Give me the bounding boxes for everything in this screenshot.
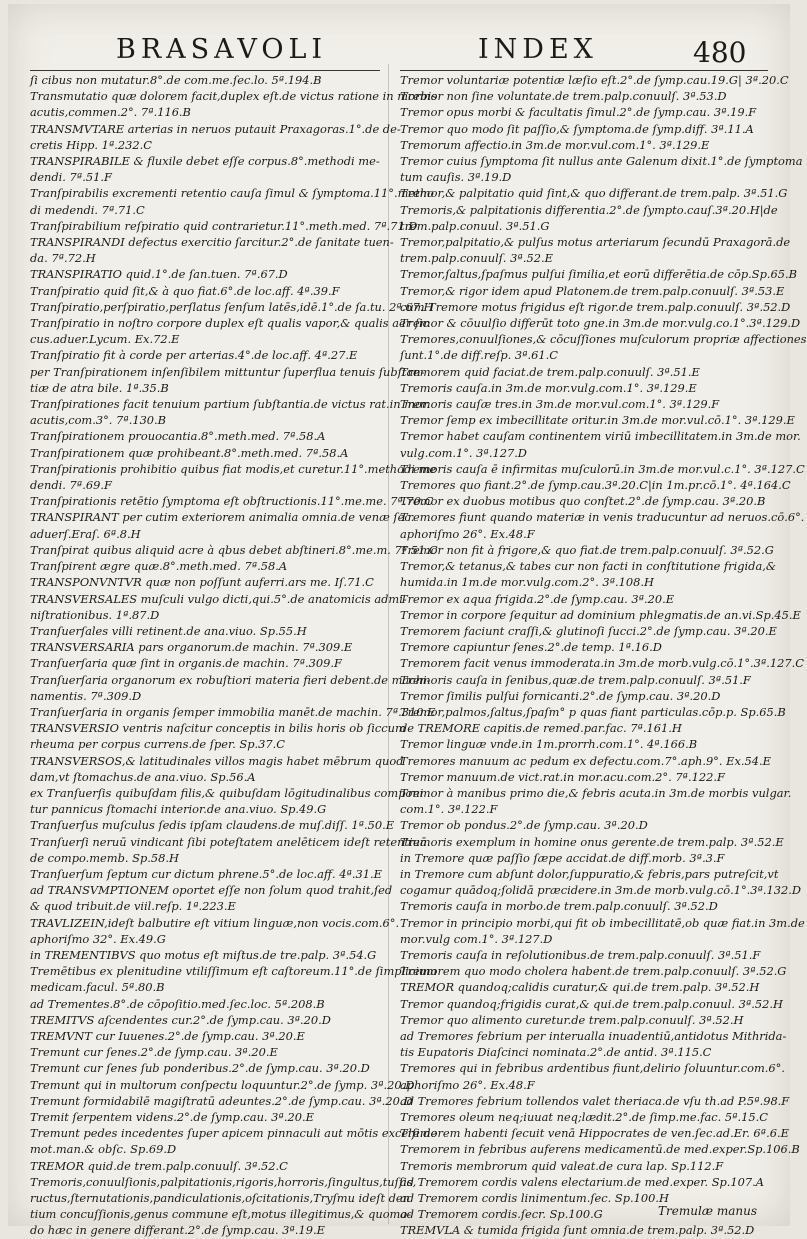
index-entry-line: TREMVLA & tumida frigida ſunt omnia.de trem.palp. 3ª.52.D	[400, 1223, 755, 1238]
index-entry-line: Tremit ſerpentem videns.2°.de ſymp.cau. 3ª.20.E	[30, 1110, 314, 1124]
index-entry-line: Tremor ob pondus.2°.de ſymp.cau. 3ª.20.D	[400, 818, 648, 833]
index-entry-line: tur pannicus ſtomachi interior.de ana.viuo. Sp.49.G	[30, 802, 327, 817]
index-entry-line: TRANSVERSOS,& latitudinales villos magis habet mēbrum quod	[30, 753, 404, 768]
index-entry-line: dam,vt ſtomachus.de ana.viuo. Sp.56.A	[30, 769, 256, 784]
index-entry-line: niſtrationibus. 1ª.87.D	[30, 607, 160, 622]
index-entry-line: Tremunt cur ſenes ſub ponderibus.2°.de ſymp.cau. 3ª.20.D	[30, 1061, 370, 1076]
index-entry-line: per Tranſpirationem inſenſibilem mittuntur ſuperflua tenuis ſubſtan-	[30, 364, 425, 379]
index-entry-line: da. 7ª.72.H	[30, 251, 96, 266]
index-entry-line: trem.palp.conuulſ. 3ª.52.E	[400, 251, 553, 266]
index-entry-line: TRANSVERSARIA pars organorum.de machin. 7ª.309.E	[30, 640, 353, 655]
index-entry-line: Tremoris cauſæ tres.in 3m.de mor.vul.com.1°. 3ª.129.F	[400, 397, 720, 412]
index-entry-line: Tremores fiunt quando materiæ in venis traducuntur ad neruos.cō.6°.	[400, 510, 805, 525]
index-entry-line: Tremores qui in febribus ardentibus fiunt,delirio ſoluuntur.com.6°.	[400, 1061, 785, 1076]
index-entry-line: aphoriſmo 26°. Ex.48.F	[400, 526, 535, 541]
index-entry-line: Tremor opus morbi & facultatis ſimul.2°.de ſymp.cau. 3ª.19.F	[400, 105, 757, 120]
index-entry-line: Tranſpiratio fit à corde per arterias.4°.de loc.aff. 4ª.27.E	[30, 348, 358, 363]
index-entry-line: aduerſ.Eraſ. 6ª.8.H	[30, 526, 141, 541]
index-entry-line: Tranſpirabilium reſpiratio quid contrarietur.11°.meth.med. 7ª.71.D	[30, 218, 418, 233]
index-entry-line: trem.palp.conuul. 3ª.51.G	[400, 218, 550, 233]
index-entry-line: Tranſpirationem quæ prohibeant.8°.meth.med. 7ª.58.A	[30, 445, 349, 460]
index-entry-line: TRANSPIRANT per cutim exteriorem animalia omnia.de venæ ſec.	[30, 510, 415, 525]
index-entry-line: Tranſuerſales villi retinent.de ana.viuo. Sp.55.H	[30, 623, 307, 638]
index-entry-line: Tremoris,conuulſionis,palpitationis,rigoris,horroris,ſingultus,tuſſis,	[30, 1174, 417, 1189]
index-entry-line: Tranſuerſum ſeptum cur dictum phrene.5°.de loc.aff. 4ª.31.E	[30, 866, 382, 881]
header-rule-right	[400, 70, 768, 71]
index-page	[8, 4, 807, 1238]
index-entry-line: acutis,commen.2°. 7ª.116.B	[30, 105, 191, 120]
index-entry-line: Tremor quo modo ſit paſſio,& ſymptoma.de ſymp.diff. 3ª.11.A	[400, 121, 754, 136]
catchword: Tremulæ manus	[658, 1204, 758, 1218]
index-entry-line: TREMOR quid.de trem.palp.conuulſ. 3ª.52.C	[30, 1158, 288, 1173]
index-entry-line: Tremor quandoq;frigidis curat,& qui.de trem.palp.conuul. 3ª.52.H	[400, 996, 783, 1011]
running-head-left: BRASAVOLI	[116, 34, 328, 65]
index-entry-line: Tremor,ſaltus,ſpaſmus pulſui ſimilia,et eorū differētia.de cōp.Sp.65.B	[400, 267, 797, 282]
index-entry-line: Tranſpiratio,perſpiratio,perſlatus ſenſum latēs,idē.1°.de ſa.tu. 2ª.67.H	[30, 299, 434, 314]
index-entry-line: Tremor,palmos,ſaltus,ſpaſm° p quas fiant particulas.cōp.p. Sp.65.B	[400, 704, 786, 719]
index-entry-line: tis Eupatoris Diaſcinci nominata.2°.de antid. 3ª.115.C	[400, 1045, 712, 1060]
index-entry-line: tium concuſſionis,genus commune eſt,motus illegitimus,& quomo-	[30, 1207, 412, 1222]
index-entry-line: Tremor linguæ vnde.in 1m.prorrh.com.1°. 4ª.166.B	[400, 737, 698, 752]
index-entry-line: Tremunt formidabilē magiſtratū adeuntes.2°.de ſymp.cau. 3ª.20.D	[30, 1093, 413, 1108]
index-entry-line: TRANSVERSALES muſculi vulgo dicti,qui.5°.de anatomicis admi-	[30, 591, 407, 606]
index-entry-line: humida.in 1m.de mor.vulg.com.2°. 3ª.108.H	[400, 575, 654, 590]
index-entry-line: Tremor ex duobus motibus quo conſtet.2°.de ſymp.cau. 3ª.20.B	[400, 494, 766, 509]
index-entry-line: Tremores manuum ac pedum ex defectu.com.7°.aph.9°. Ex.54.E	[400, 753, 771, 768]
index-entry-line: Tremunt pedes incedentes ſuper apicem pinnaculi aut mōtis excelſi.de	[30, 1126, 438, 1141]
index-entry-line: Tremor voluntariæ potentiæ læſio eſt.2°.de ſymp.cau.19.G| 3ª.20.C	[400, 73, 789, 87]
index-entry-line: Tremoris,& palpitationis differentia.2°.de ſympto.cauſ.3ª.20.H|de	[400, 202, 778, 217]
index-entry-line: Tremorum affectio.in 3m.de mor.vul.com.1°. 3ª.129.E	[400, 137, 710, 152]
index-entry-line: Tranſpirationem prouocantia.8°.meth.med. 7ª.58.A	[30, 429, 326, 444]
page-number: 480	[693, 36, 747, 69]
index-entry-line: Tremorem habenti ſecuit venā Hippocrates de ven.ſec.ad.Er. 6ª.6.E	[400, 1126, 789, 1141]
index-entry-line: Tremor non fit à frigore,& quo fiat.de trem.palp.conuulſ. 3ª.52.G	[400, 542, 774, 557]
index-entry-line: Tremoris membrorum quid valeat.de cura lap. Sp.112.F	[400, 1158, 724, 1173]
index-entry-line: cum Tremore motus frigidus eſt rigor.de trem.palp.conuulſ. 3ª.52.D	[400, 299, 791, 314]
index-entry-line: Tremoris cauſa ē infirmitas muſculorū.in 3m.de mor.vul.c.1°. 3ª.127.C	[400, 461, 805, 476]
index-entry-line: TRANSPIRATIO quid.1°.de ſan.tuen. 7ª.67.D	[30, 267, 288, 282]
index-entry-line: TRANSMVTARE arterias in neruos putauit Praxagoras.1°.de de-	[30, 121, 401, 136]
index-entry-line: Tranſpiratio in noſtro corpore duplex eſt qualis vapor,& qualis aer ſic	[30, 316, 430, 331]
index-entry-line: Tremunt qui in multorum conſpectu loquuntur.2°.de ſymp. 3ª.20.D	[30, 1077, 415, 1092]
index-entry-line: Tremores quo fiant.2°.de ſymp.cau.3ª.20.C|in 1m.pr.cō.1°. 4ª.164.C	[400, 478, 791, 493]
index-entry-line: TRANSPIRANDI defectus exercitio ſarcitur.2°.de ſanitate tuen-	[30, 235, 394, 250]
index-entry-line: Tremoris cauſa in reſolutionibus.de trem.palp.conuulſ. 3ª.51.F	[400, 947, 761, 962]
index-entry-line: Tremor ſimilis pulſui fornicanti.2°.de ſymp.cau. 3ª.20.D	[400, 688, 721, 703]
index-entry-line: in Tremore quæ paſſio ſæpe accidat.de diff.morb. 3ª.3.F	[400, 850, 725, 865]
index-entry-line: Tranſuerſus muſculus ſedis ipſam claudens.de muſ.diſſ. 1ª.50.E	[30, 818, 395, 833]
index-entry-line: TRANSVERSIO ventris naſcitur conceptis in bilis horis ob ſiccum	[30, 721, 406, 736]
index-entry-line: Tranſuerſaria quæ ſint in organis.de machin. 7ª.309.F	[30, 656, 342, 671]
index-entry-line: tiæ de atra bile. 1ª.35.B	[30, 380, 169, 395]
index-entry-line: Tremorem quid faciat.de trem.palp.conuulſ. 3ª.51.E	[400, 364, 700, 379]
left-column	[30, 72, 438, 1238]
index-entry-line: ex Tranſuerſis quibuſdam filis,& quibuſdam lōgitudinalibus componi	[30, 785, 424, 800]
index-entry-line: di medendi. 7ª.71.C	[30, 202, 145, 217]
index-entry-line: ad TRANSVMPTIONEM oportet eſſe non ſolum quod trahit,ſed	[30, 883, 393, 898]
index-entry-line: Tremorem in febribus auferens medicamentū.de med.exper.Sp.106.B	[400, 1142, 800, 1157]
index-entry-line: Tranſpirationes facit tenuium partium ſubſtantia.de victus rat.in mor.	[30, 397, 430, 412]
index-entry-line: Tremor ſemp ex imbecillitate oritur.in 3m.de mor.vul.cō.1°. 3ª.129.E	[400, 413, 795, 428]
index-entry-line: ſunt.1°.de diff.reſp. 3ª.61.C	[400, 348, 558, 363]
index-entry-line: medicam.facul. 5ª.80.B	[30, 980, 165, 995]
index-entry-line: Tremor cuius ſymptoma ſit nullus ante Galenum dixit.1°.de ſymptoma	[400, 154, 803, 169]
index-entry-line: acutis,com.3°. 7ª.130.B	[30, 413, 167, 428]
index-entry-line: TRAVLIZEIN,ideſt balbutire eſt vitium linguæ,non vocis.com.6°.	[30, 915, 400, 930]
index-entry-line: ad Trementes.8°.de cōpoſitio.med.ſec.loc. 5ª.208.B	[30, 996, 325, 1011]
index-entry-line: Tremor quo alimento curetur.de trem.palp.conuulſ. 3ª.52.H	[400, 1012, 744, 1027]
index-entry-line: Tremorem faciunt craſſi,& glutinoſi ſucci.2°.de ſymp.cau. 3ª.20.E	[400, 623, 777, 638]
index-entry-line: Tranſpirationis retētio ſymptoma eſt obſtructionis.11°.me.me. 7ª.70.C	[30, 494, 434, 509]
right-column	[400, 72, 807, 1238]
index-entry-line: do hæc in genere differant.2°.de ſymp.cau. 3ª.19.E	[30, 1223, 325, 1238]
index-entry-line: Tremor,& palpitatio quid ſint,& quo differant.de trem.palp. 3ª.51.G	[400, 186, 788, 201]
index-entry-line: namentis. 7ª.309.D	[30, 688, 142, 703]
index-entry-line: in TREMENTIBVS quo motus eſt miſtus.de tre.palp. 3ª.54.G	[30, 947, 377, 962]
index-entry-line: in Tremore cum abſunt dolor,ſuppuratio,& febris,pars putreſcit,vt	[400, 866, 779, 881]
running-head-center: INDEX	[478, 34, 598, 65]
index-entry-line: Tremor,& rigor idem apud Platonem.de trem.palp.conuulſ. 3ª.53.E	[400, 283, 785, 298]
index-entry-line: Tremētibus ex plenitudine vtiliſſimum eſt caſtoreum.11°.de ſimplicium	[30, 964, 437, 979]
index-entry-line: aphoriſmo 26°. Ex.48.F	[400, 1077, 535, 1092]
index-entry-line: Tremor in principio morbi,qui fit ob imbecillitatē,ob quæ fiat.in 3m.de	[400, 915, 805, 930]
index-entry-line: cus.aduer.Lycum. Ex.72.E	[30, 332, 180, 347]
index-entry-line: ad Tremores febrium tollendos valet theriaca.de vſu th.ad P.5ª.98.F	[400, 1093, 790, 1108]
index-entry-line: TRANSPONVNTVR quæ non poſſunt auferri.ars me. Iſ.71.C	[30, 575, 374, 590]
index-entry-line: rheuma per corpus currens.de ſper. Sp.37.C	[30, 737, 285, 752]
index-entry-line: Tremunt cur ſenes.2°.de ſymp.cau. 3ª.20.E	[30, 1045, 278, 1060]
header-rule-left	[30, 70, 380, 71]
index-entry-line: Transmutatio quæ dolorem facit,duplex eſt.de victus ratione in morbis	[30, 89, 438, 104]
index-entry-line: Tremor,& tetanus,& tabes cur non facti in conſtitutione frigida,&	[400, 559, 777, 574]
index-entry-line: cogamur quādoq;ſolidā præcidere.in 3m.de morb.vulg.cō.1°.3ª.132.D	[400, 883, 802, 898]
index-entry-line: mor.vulg com.1°. 3ª.127.D	[400, 931, 553, 946]
index-entry-line: Tranſpiratio quid ſit,& à quo fiat.6°.de loc.aff. 4ª.39.F	[30, 283, 340, 298]
index-entry-line: com.1°. 3ª.122.F	[400, 802, 498, 817]
index-entry-line: Tremor & cōuulſio differūt toto gne.in 3m.de mor.vulg.co.1°.3ª.129.D	[400, 316, 801, 331]
index-entry-line: Tremor non ſine voluntate.de trem.palp.conuulſ. 3ª.53.D	[400, 89, 727, 104]
index-entry-line: Tranſuerſaria in organis ſemper immobilia manēt.de machin. 7ª.310.E	[30, 704, 436, 719]
index-entry-line: Tranſpirationis prohibitio quibus fiat modis,et curetur.11°.methodi me	[30, 461, 437, 476]
index-entry-line: de compo.memb. Sp.58.H	[30, 850, 179, 865]
index-entry-line: cretis Hipp. 1ª.232.C	[30, 137, 153, 152]
index-entry-line: Tremor à manibus primo die,& febris acuta.in 3m.de morbis vulgar.	[400, 785, 792, 800]
index-entry-line: TREMVNT cur Iuuenes.2°.de ſymp.cau. 3ª.20.E	[30, 1028, 305, 1043]
index-entry-line: Tremores oleum neq;iuuat neq;lædit.2°.de ſimp.me.fac. 5ª.15.C	[400, 1110, 768, 1124]
index-entry-line: Tranſpirent ægre quæ.8°.meth.med. 7ª.58.A	[30, 559, 288, 574]
index-entry-line: ad Tremorem cordis.ſecr. Sp.100.G	[400, 1207, 603, 1222]
index-entry-line: ad Tremores febrium per interualla inuadentiū,antidotus Mithrida-	[400, 1028, 787, 1043]
index-entry-line: de TREMORE capitis.de remed.par.fac. 7ª.161.H	[400, 721, 682, 736]
index-entry-line: dendi. 7ª.69.F	[30, 478, 112, 493]
index-entry-line: TREMOR quandoq;calidis curatur,& qui.de trem.palp. 3ª.52.H	[400, 980, 760, 995]
index-entry-line: Tranſuerſaria organorum ex robuſtiori materia fieri debent.de machi-	[30, 672, 431, 687]
index-entry-line: Tremoris cauſa in ſenibus,quæ.de trem.palp.conuulſ. 3ª.51.F	[400, 672, 751, 687]
index-entry-line: Tranſpirat quibus aliquid acre à qbus debet abſtineri.8°.me.m. 7ª.51.C	[30, 542, 438, 557]
index-entry-line: ructus,ſternutationis,pandiculationis,oſcitationis,Tryſmu ideſt den	[30, 1191, 411, 1206]
index-entry-line: Tremor manuum.de vict.rat.in mor.acu.com.2°. 7ª.122.F	[400, 769, 725, 784]
index-entry-line: Tranſuerſi neruū vindicant ſibi poteſtatem anelēticem ideſt retentiuā	[30, 834, 427, 849]
index-entry-line: dendi. 7ª.51.F	[30, 170, 112, 185]
index-entry-line: Tranſpirabilis excrementi retentio cauſa ſimul & ſymptoma.11°.metho	[30, 186, 434, 201]
index-entry-line: Tremoris exemplum in homine onus gerente.de trem.palp. 3ª.52.E	[400, 834, 784, 849]
index-entry-line: Tremorem facit venus immoderata.in 3m.de morb.vulg.cō.1°.3ª.127.C	[400, 656, 804, 671]
index-entry-line: vulg.com.1°. 3ª.127.D	[400, 445, 527, 460]
page-header	[8, 34, 790, 68]
index-entry-line: Tremorem quo modo cholera habent.de trem.palp.conuulſ. 3ª.52.G	[400, 964, 787, 979]
index-entry-line: TREMITVS aſcendentes cur.2°.de ſymp.cau. 3ª.20.D	[30, 1012, 331, 1027]
index-entry-line: & quod tribuit.de viil.reſp. 1ª.223.E	[30, 899, 236, 914]
index-entry-line: Tremore capiuntur ſenes.2°.de temp. 1ª.16.D	[400, 640, 662, 655]
index-entry-line: Tremor ex aqua frigida.2°.de ſymp.cau. 3ª.20.E	[400, 591, 675, 606]
index-entry-line: Tremores,conuulſiones,& cōcuſſiones muſculorum propriæ affectiones	[400, 332, 807, 347]
index-entry-line: TRANSPIRABILE & fluxile debet eſſe corpus.8°.methodi me-	[30, 154, 380, 169]
index-entry-line: mot.man.& obſc. Sp.69.D	[30, 1142, 177, 1157]
index-entry-line: ad Tremorem cordis linimentum.ſec. Sp.100.H	[400, 1191, 669, 1206]
index-entry-line: ſi cibus non mutatur.8°.de com.me.ſec.lo. 5ª.194.B	[30, 73, 322, 87]
index-entry-line: ad Tremorem cordis valens electarium.de med.exper. Sp.107.A	[400, 1174, 765, 1189]
index-entry-line: Tremor habet cauſam continentem viriū imbecillitatem.in 3m.de mor.	[400, 429, 801, 444]
index-entry-line: Tremoris cauſa in morbo.de trem.palp.conuulſ. 3ª.52.D	[400, 899, 718, 914]
index-entry-line: Tremoris cauſa.in 3m.de mor.vulg.com.1°. 3ª.129.E	[400, 380, 697, 395]
index-entry-line: tum cauſis. 3ª.19.D	[400, 170, 512, 185]
index-entry-line: Tremor in corpore ſequitur ad dominium phlegmatis.de an.vi.Sp.45.E	[400, 607, 801, 622]
index-entry-line: aphoriſmo 32°. Ex.49.G	[30, 931, 166, 946]
index-entry-line: Tremor,palpitatio,& pulſus motus arteriarum ſecundū Praxagorā.de	[400, 235, 791, 250]
